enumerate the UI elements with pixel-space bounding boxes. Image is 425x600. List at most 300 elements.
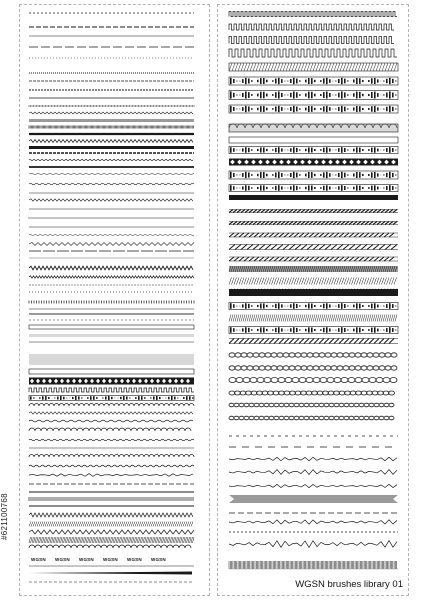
brush-stroke (257, 94, 259, 97)
brush-stroke (311, 92, 313, 98)
brush-stroke (341, 378, 348, 383)
brush-stroke (308, 106, 310, 112)
brush-stroke (236, 378, 243, 383)
brush-stroke (305, 305, 307, 307)
brush-stroke (272, 329, 274, 330)
brush-stroke (272, 305, 274, 306)
brush-stroke (229, 520, 397, 524)
brush-stroke (353, 79, 355, 82)
brush-stroke (305, 329, 307, 331)
brush-stroke (320, 305, 322, 306)
brush-stroke (389, 185, 391, 191)
brush-stroke (247, 353, 253, 357)
brush-stroke (284, 95, 286, 96)
brush-stroke (341, 185, 343, 191)
brush-stroke (305, 93, 307, 96)
brush-stroke (347, 306, 349, 307)
brush-stroke (275, 304, 277, 308)
brush-stroke (386, 93, 388, 98)
brush-stroke (377, 173, 379, 176)
brush-stroke (287, 109, 289, 110)
brush-stroke (386, 107, 388, 111)
wgsn-sample-label: WGSN (103, 557, 118, 562)
brush-stroke (254, 416, 259, 420)
brush-stroke (242, 107, 244, 111)
brush-stroke (353, 149, 355, 152)
brush-stroke (144, 397, 146, 399)
brush-stroke (314, 329, 316, 331)
brush-stroke (266, 187, 268, 189)
brush-stroke (373, 366, 379, 370)
brush-stroke (249, 403, 254, 407)
brush-stroke (29, 545, 191, 548)
brush-stroke (29, 257, 194, 259)
brush-stroke (327, 378, 334, 383)
brush-stroke (379, 416, 384, 420)
brush-stroke (287, 175, 289, 176)
brush-stroke (301, 366, 307, 370)
brush-stroke (290, 148, 292, 151)
brush-stroke (153, 396, 155, 399)
brush-stroke (383, 94, 385, 95)
brush-stroke (379, 403, 384, 407)
brush-stroke (78, 396, 80, 399)
brush-stroke (329, 328, 331, 331)
brush-stroke (334, 378, 341, 383)
brush-stroke (29, 276, 194, 278)
brush-stroke (189, 396, 191, 400)
brush-stroke (383, 175, 385, 176)
brush-stroke (236, 188, 238, 189)
brush-stroke (275, 92, 277, 98)
brush-stroke (343, 353, 349, 357)
brush-stroke (287, 188, 289, 189)
brush-stroke (304, 403, 309, 407)
brush-stroke (299, 305, 301, 306)
wgsn-sample-label: WGSN (127, 557, 142, 562)
brush-stroke (159, 397, 161, 399)
brush-stroke (389, 303, 391, 309)
brush-stroke (126, 396, 128, 399)
brush-stroke (354, 403, 359, 407)
brush-stroke (29, 235, 194, 236)
brush-stroke (326, 106, 328, 112)
brush-stroke (356, 172, 358, 178)
brush-stroke (349, 366, 355, 370)
brush-stroke (242, 186, 244, 189)
brush-stroke (339, 403, 344, 407)
brush-stroke (376, 378, 383, 383)
brush-stroke (289, 353, 295, 357)
brush-stroke (287, 81, 289, 82)
brush-stroke (29, 497, 193, 501)
brush-stroke (289, 366, 295, 370)
brush-stroke (244, 403, 249, 407)
brush-stroke (362, 174, 364, 176)
brush-stroke (386, 148, 388, 152)
brush-stroke (229, 124, 398, 132)
brush-stroke (266, 149, 268, 151)
brush-stroke (275, 173, 277, 178)
brush-stroke (281, 148, 283, 151)
brush-stroke (326, 91, 328, 98)
brush-stroke (293, 91, 295, 98)
brush-stroke (385, 353, 391, 357)
brush-stroke (293, 327, 295, 333)
brush-stroke (369, 378, 376, 383)
brush-stroke (248, 328, 250, 332)
brush-stroke (299, 108, 301, 109)
brush-stroke (368, 94, 370, 96)
brush-stroke (275, 79, 277, 84)
brush-stroke (320, 174, 322, 176)
brush-stroke (299, 187, 301, 188)
brush-stroke (251, 329, 253, 330)
brush-stroke (356, 106, 358, 112)
brush-stroke (349, 416, 354, 420)
brush-stroke (364, 403, 369, 407)
brush-stroke (386, 173, 388, 177)
brush-stroke (245, 91, 247, 98)
brush-stroke (368, 108, 370, 110)
brush-stroke (93, 396, 95, 400)
brush-stroke (229, 222, 397, 225)
brush-stroke (29, 119, 194, 122)
brush-stroke (355, 378, 362, 383)
brush-stroke (281, 186, 283, 189)
brush-stroke (245, 303, 247, 309)
brush-stroke (29, 537, 194, 543)
brush-stroke (368, 149, 370, 151)
brush-stroke (371, 328, 373, 333)
brush-stroke (344, 186, 346, 190)
brush-stroke (281, 79, 283, 83)
brush-stroke (247, 366, 253, 370)
brush-stroke (335, 175, 337, 176)
brush-stroke (260, 327, 262, 332)
brush-stroke (29, 522, 193, 527)
brush-stroke (72, 397, 74, 399)
brush-stroke (368, 174, 370, 176)
brush-stroke (347, 188, 349, 189)
brush-stroke (311, 78, 313, 84)
brush-stroke (235, 366, 241, 370)
brush-stroke (263, 172, 265, 178)
brush-stroke (349, 353, 355, 357)
brush-stroke (251, 94, 253, 96)
brush-stroke (296, 186, 298, 190)
brush-stroke (335, 81, 337, 82)
brush-stroke (353, 329, 355, 332)
brush-stroke (29, 412, 193, 414)
brush-stroke (305, 80, 307, 83)
brush-stroke (29, 354, 194, 365)
brush-stroke (395, 109, 397, 110)
brush-stroke (392, 186, 394, 190)
brush-stroke (244, 416, 249, 420)
brush-stroke (343, 366, 349, 370)
brush-stroke (389, 147, 391, 153)
brush-stroke (29, 404, 194, 406)
brush-stroke (329, 148, 331, 151)
brush-stroke (368, 305, 370, 307)
brush-stroke (29, 140, 193, 143)
brush-stroke (308, 78, 310, 84)
brush-stroke (313, 366, 319, 370)
brush-stroke (229, 137, 398, 143)
brush-stroke (29, 369, 194, 374)
brush-stroke (235, 353, 241, 357)
brush-stroke (278, 106, 280, 112)
brush-stroke (356, 78, 358, 84)
brush-stroke (296, 79, 298, 84)
brush-stroke (299, 80, 301, 81)
brush-stroke (353, 173, 355, 176)
brush-stroke (269, 403, 274, 407)
brush-stroke (377, 149, 379, 152)
brush-stroke (329, 304, 331, 307)
brush-stroke (120, 397, 122, 399)
brush-stroke (251, 149, 253, 150)
brush-stroke (299, 378, 306, 383)
brush-stroke (275, 186, 277, 190)
brush-stroke (323, 148, 325, 153)
brush-stroke (338, 328, 340, 332)
brush-stroke (29, 126, 193, 129)
brush-stroke (325, 353, 331, 357)
brush-stroke (359, 328, 361, 333)
brush-stroke (283, 353, 289, 357)
brush-stroke (229, 561, 397, 569)
brush-stroke (341, 303, 343, 309)
brush-stroke (266, 174, 268, 177)
brush-stroke (324, 416, 329, 420)
brush-stroke (241, 366, 247, 370)
brush-stroke (323, 92, 325, 98)
brush-stroke (368, 329, 370, 331)
brush-stroke (395, 306, 397, 307)
brush-stroke (29, 183, 194, 184)
brush-stroke (249, 416, 254, 420)
brush-stroke (392, 93, 394, 98)
brush-stroke (379, 366, 385, 370)
brush-stroke (29, 243, 194, 246)
brush-stroke (383, 109, 385, 110)
brush-stroke (377, 107, 379, 110)
brush-stroke (294, 403, 299, 407)
brush-stroke (229, 470, 397, 475)
brush-stroke (311, 172, 313, 178)
brush-stroke (96, 397, 98, 399)
brush-stroke (392, 304, 394, 308)
brush-stroke (308, 92, 310, 99)
brush-stroke (395, 175, 397, 176)
brush-stroke (290, 107, 292, 111)
brush-stroke (272, 94, 274, 96)
brush-stroke (257, 305, 259, 307)
brush-stroke (295, 366, 301, 370)
brush-stroke (344, 328, 346, 332)
wgsn-sample-label: WGSN (55, 557, 70, 562)
brush-stroke (301, 353, 307, 357)
brush-stroke (229, 233, 394, 237)
brush-stroke (233, 93, 235, 98)
brush-stroke (329, 93, 331, 97)
brush-stroke (374, 403, 379, 407)
brush-stroke (344, 148, 346, 152)
brush-stroke (230, 78, 232, 84)
brush-stroke (338, 79, 340, 83)
brush-stroke (326, 185, 328, 190)
wgsn-sample-label: WGSN (79, 557, 94, 562)
brush-stroke (314, 149, 316, 151)
brush-stroke (168, 397, 170, 400)
brush-stroke (251, 174, 253, 176)
brush-stroke (230, 172, 232, 178)
brush-stroke (281, 107, 283, 111)
brush-stroke (338, 304, 340, 308)
brush-stroke (304, 416, 309, 420)
brush-stroke (320, 149, 322, 150)
brush-stroke (42, 396, 44, 400)
brush-stroke (281, 93, 283, 97)
brush-stroke (308, 185, 310, 190)
brush-stroke (374, 327, 376, 332)
brush-stroke (272, 108, 274, 109)
brush-stroke (265, 366, 271, 370)
brush-stroke (383, 378, 390, 383)
brush-stroke (293, 106, 295, 112)
brush-stroke (293, 78, 295, 84)
brush-stroke (248, 172, 250, 177)
brush-stroke (320, 80, 322, 82)
brush-stroke (242, 148, 244, 151)
brush-stroke (344, 107, 346, 112)
brush-stroke (284, 403, 289, 407)
brush-stroke (274, 403, 279, 407)
brush-stroke (354, 416, 359, 420)
brush-stroke (395, 188, 397, 189)
brush-stroke (347, 150, 349, 151)
brush-stroke (260, 303, 262, 308)
brush-stroke (251, 187, 253, 188)
brush-stroke (233, 79, 235, 83)
brush-stroke (337, 353, 343, 357)
brush-stroke (275, 107, 277, 112)
brush-stroke (248, 78, 250, 83)
brush-stroke (374, 92, 376, 99)
brush-stroke (348, 378, 355, 383)
brush-stroke (259, 353, 265, 357)
brush-stroke (314, 174, 316, 176)
brush-stroke (266, 80, 268, 83)
brush-stroke (233, 186, 235, 190)
brush-stroke (314, 403, 319, 407)
brush-stroke (389, 106, 391, 112)
brush-stroke (229, 257, 394, 261)
brush-stroke (277, 353, 283, 357)
brush-stroke (329, 173, 331, 177)
brush-stroke (294, 416, 299, 420)
brush-stroke (259, 366, 265, 370)
brush-stroke (281, 304, 283, 307)
wgsn-sample-label: WGSN (31, 557, 46, 562)
brush-stroke (290, 186, 292, 189)
brush-stroke (313, 353, 319, 357)
brush-stroke (319, 403, 324, 407)
brush-stroke (259, 416, 264, 420)
brush-stroke (329, 186, 331, 189)
brush-stroke (259, 403, 264, 407)
brush-stroke (395, 150, 397, 151)
brush-stroke (230, 303, 232, 309)
brush-stroke (269, 416, 274, 420)
brush-stroke (361, 366, 367, 370)
brush-stroke (356, 327, 358, 332)
brush-stroke (311, 303, 313, 308)
brush-stroke (265, 353, 271, 357)
brush-stroke (329, 416, 334, 420)
brush-stroke (341, 327, 343, 333)
brush-stroke (138, 396, 140, 400)
brush-stroke (338, 93, 340, 98)
brush-stroke (251, 108, 253, 110)
brush-stroke (186, 396, 188, 400)
brush-stroke (311, 106, 313, 112)
brush-stroke (257, 329, 259, 331)
brush-stroke (326, 172, 328, 178)
brush-stroke (344, 79, 346, 84)
brush-stroke (379, 353, 385, 357)
brush-stroke (272, 80, 274, 81)
brush-stroke (386, 79, 388, 83)
brush-stroke (29, 455, 194, 458)
brush-stroke (391, 366, 397, 370)
brush-stroke (338, 107, 340, 111)
brush-stroke (371, 106, 373, 111)
brush-stroke (362, 149, 364, 151)
brush-stroke (272, 187, 274, 188)
brush-stroke (29, 420, 193, 422)
brush-stroke (264, 378, 271, 383)
brush-stroke (257, 108, 259, 111)
brush-stroke (245, 327, 247, 333)
brush-stroke (229, 403, 234, 407)
brush-stroke (248, 304, 250, 308)
brush-stroke (263, 106, 265, 112)
brush-stroke (362, 305, 364, 307)
brush-stroke (319, 416, 324, 420)
brush-stroke (264, 416, 269, 420)
brush-stroke (248, 92, 250, 98)
brush-stroke (296, 328, 298, 332)
brush-stroke (29, 388, 194, 392)
brush-stroke (183, 397, 185, 399)
brush-stroke (329, 107, 331, 111)
brush-stroke (242, 93, 244, 97)
brush-stroke (362, 378, 369, 383)
brush-stroke (245, 78, 247, 84)
brush-stroke (123, 396, 125, 400)
brush-stroke (229, 378, 236, 383)
brush-stroke (292, 378, 299, 383)
brush-stroke (311, 147, 313, 152)
brush-stroke (335, 188, 337, 189)
brush-stroke (314, 108, 316, 110)
brush-stroke (229, 457, 397, 461)
brush-stroke (386, 304, 388, 308)
brush-stroke (284, 416, 289, 420)
